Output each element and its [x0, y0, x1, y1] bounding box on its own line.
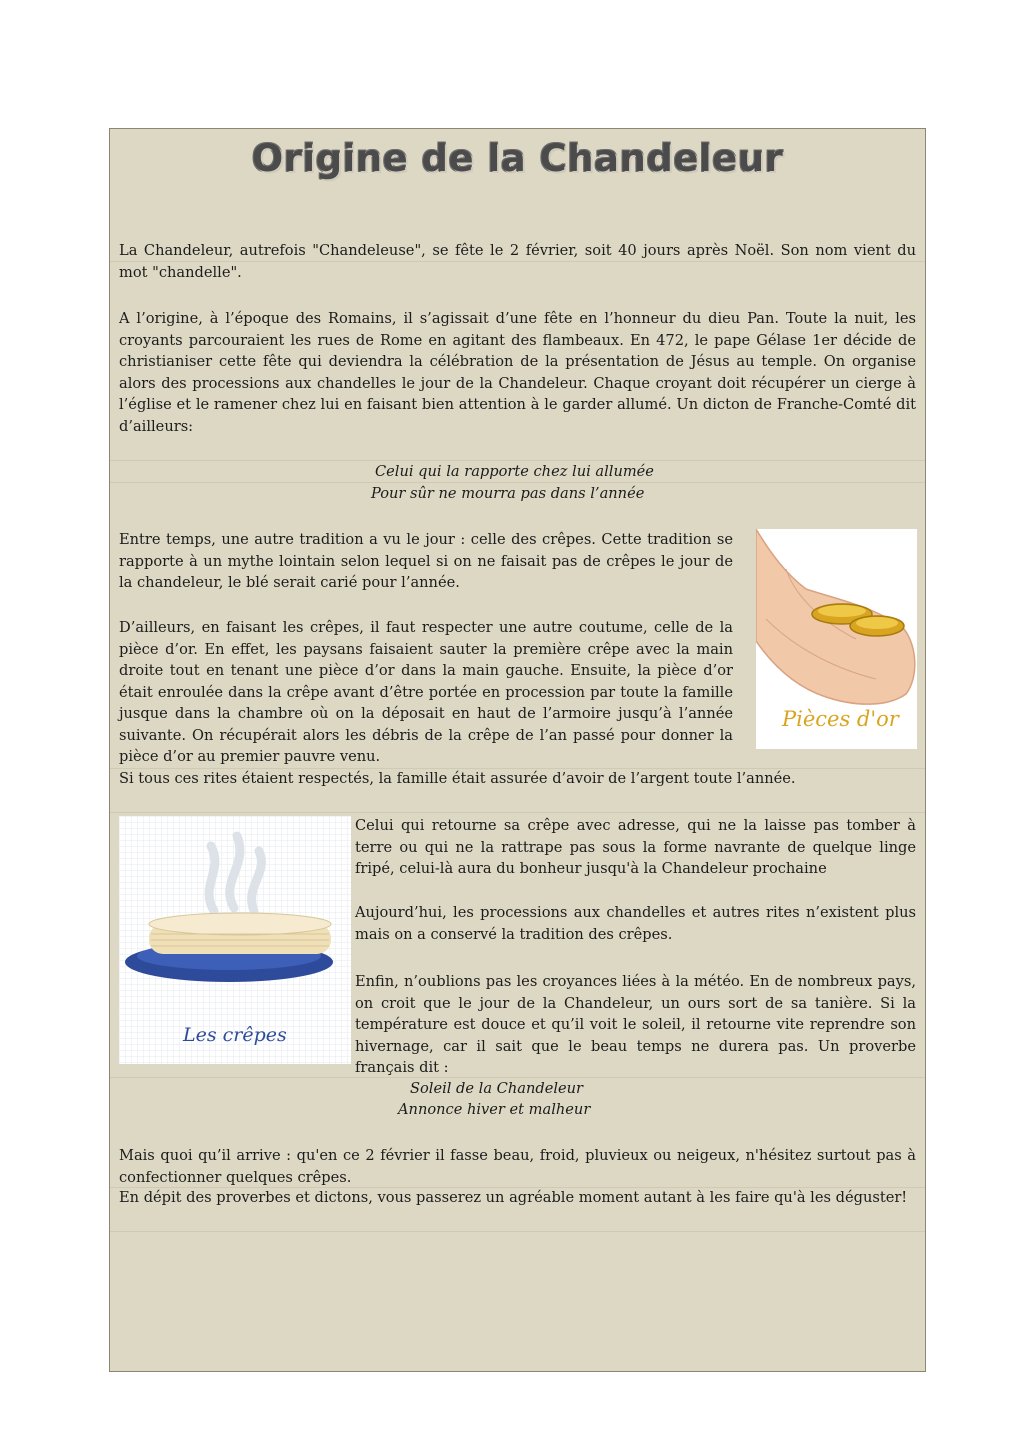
crepes-caption: Les crêpes — [183, 1024, 287, 1046]
verse-line-3: Soleil de la Chandeleur — [410, 1080, 584, 1097]
row-divider — [110, 812, 925, 813]
gold-coins-image — [756, 529, 917, 749]
paragraph-intro: La Chandeleur, autrefois "Chandeleuse", se fête le 2 février, soit 40 jours après Noël. Son nom vient du mot "chandelle". — [119, 242, 916, 281]
coins-caption: Pièces d'or — [782, 707, 899, 731]
paragraph-crepes-tradition: Entre temps, une autre tradition a vu le jour : celle des crêpes. Cette tradition se rapporte à un mythe lointain selon lequel si on ne faisait pas de crêpes le jour de la chandeleur, le blé serait carié pour l’année. — [119, 531, 733, 591]
paragraph-gold-coin: D’ailleurs, en faisant les crêpes, il faut respecter une autre coutume, celle de la pièce d’or. En effet, les paysans faisaient sauter la première crêpe avec la main droite tout en tenant une pièce d’or dans la main gauche. Ensuite, la pièce d’or était enroulée dans la crêpe avant d’être portée en procession par toute la famille jusque dans la chambre où on la déposait en haut de l’armoire jusqu’à l’année suivante. On récupérait alors les débris de la crêpe de l’an passé pour donner la pièce d’or au premier pauvre venu. — [119, 619, 733, 765]
crepes-image — [119, 816, 351, 1064]
paragraph-rites: Si tous ces rites étaient respectés, la famille était assurée d’avoir de l’argent toute l’année. — [119, 770, 796, 787]
paragraph-conclusion: Mais quoi qu’il arrive : qu'en ce 2 février il fasse beau, froid, pluvieux ou neigeux, n'hésitez surtout pas à confectionner quelques crêpes. — [119, 1147, 916, 1186]
page-title: Origine de la Chandeleur — [251, 137, 784, 180]
content-panel — [109, 128, 926, 1372]
verse-line-2: Pour sûr ne mourra pas dans l’année — [371, 485, 645, 502]
paragraph-today: Aujourd’hui, les processions aux chandelles et autres rites n’existent plus mais on a conservé la tradition des crêpes. — [355, 904, 916, 943]
row-divider — [110, 1231, 925, 1232]
paragraph-origin: A l’origine, à l’époque des Romains, il s’agissait d’une fête en l’honneur du dieu Pan. Toute la nuit, les croyants parcouraient les rues de Rome en agitant des flambeaux. En 472, le pape Gélase 1er décide de christianiser cette fête qui deviendra la célébration de la présentation de Jésus au temple. On organise alors des processions aux chandelles le jour de la Chandeleur. Chaque croyant doit récupérer un cierge à l’église et le ramener chez lui en faisant bien attention à le garder allumé. Un dicton de Franche-Comté dit d’ailleurs: — [119, 310, 916, 435]
paragraph-crepe-saying: Celui qui retourne sa crêpe avec adresse, qui ne la laisse pas tomber à terre ou qui ne la rattrape pas sous la forme navrante de quelque linge fripé, celui-là aura du bonheur jusqu'à la Chandeleur prochaine — [355, 817, 916, 877]
paragraph-closing: En dépit des proverbes et dictons, vous passerez un agréable moment autant à les faire qu'à les déguster! — [119, 1189, 908, 1206]
verse-line-4: Annonce hiver et malheur — [398, 1101, 591, 1118]
paragraph-weather: Enfin, n’oublions pas les croyances liées à la météo. En de nombreux pays, on croit que le jour de la Chandeleur, un ours sort de sa tanière. Si la température est douce et qu’il voit le soleil, il retourne vite reprendre son hivernage, car il sait que le beau temps ne durera pas. Un proverbe français dit : — [355, 973, 916, 1076]
verse-line-1: Celui qui la rapporte chez lui allumée — [375, 463, 654, 480]
